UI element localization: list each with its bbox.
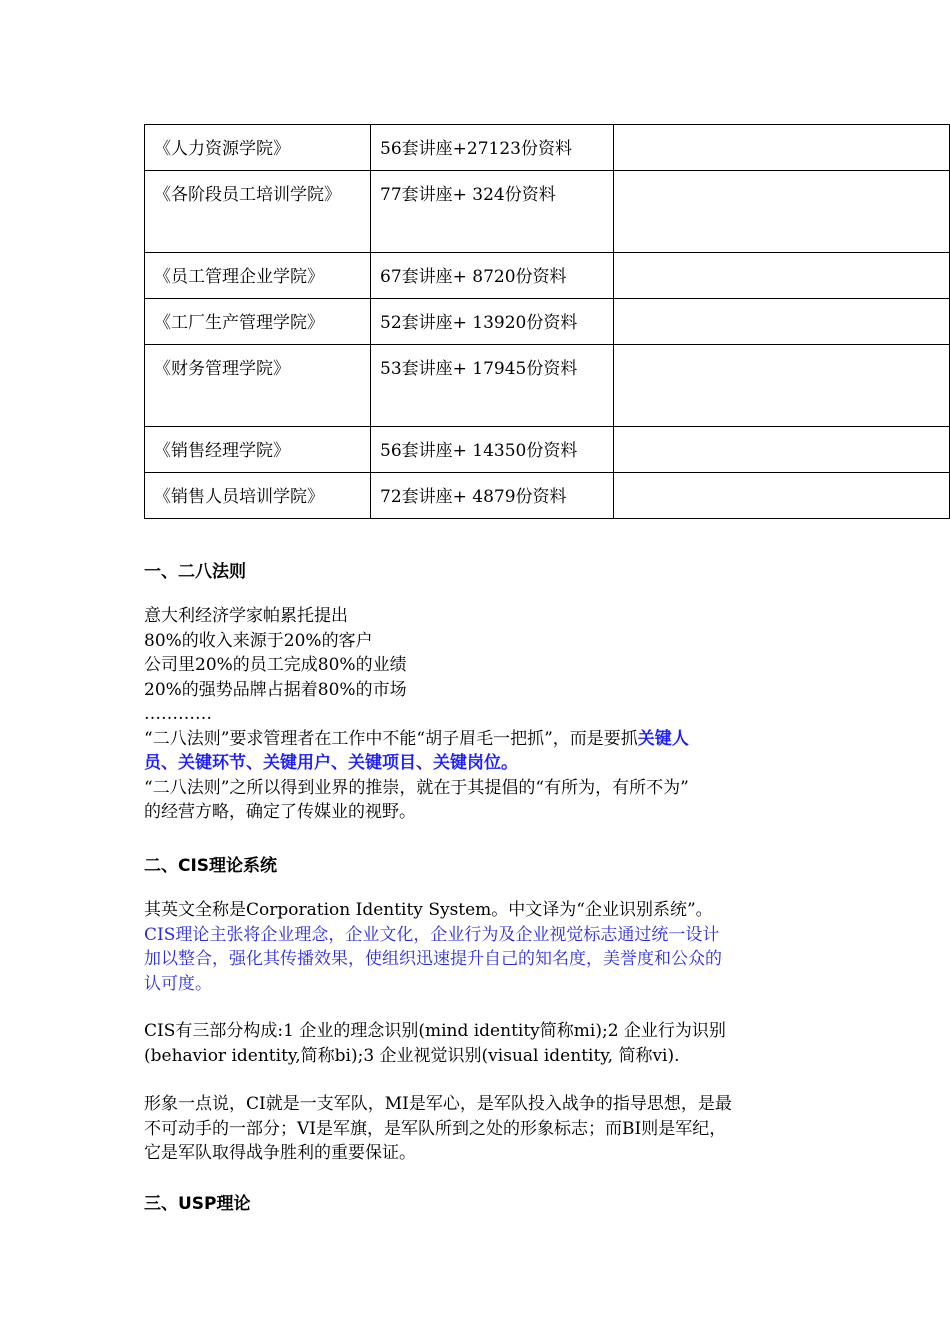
pareto-rule-highlight: 员、关键环节、关键用户、关键项目、关键岗位。 [144, 753, 518, 773]
pareto-reason-line: “二八法则”之所以得到业界的推崇，就在于其提倡的“有所为，有所不为” [144, 777, 689, 798]
course-name: 《销售人员培训学院》 [145, 473, 371, 519]
table-row [145, 345, 950, 427]
section-heading-pareto: 一、二八法则 [144, 562, 246, 582]
pareto-line: 80%的收入来源于20%的客户 [144, 630, 373, 651]
pareto-rule-highlight: 关键人 [637, 728, 689, 749]
course-note [614, 171, 950, 253]
course-count: 52套讲座+ 13920份资料 [371, 299, 614, 345]
cis-prefix: CIS理论主张 [144, 924, 244, 945]
course-note [614, 125, 950, 171]
cis-line: (behavior identity,简称bi);3 企业视觉识别(visual identity, 简称vi). [144, 1045, 680, 1066]
pareto-line: 公司里20%的员工完成80%的业绩 [144, 655, 407, 675]
course-count: 72套讲座+ 4879份资料 [371, 473, 614, 519]
pareto-reason-line: 的经营方略，确定了传媒业的视野。 [144, 802, 416, 822]
table-row [145, 171, 950, 253]
pareto-rule-text: “二八法则”要求管理者在工作中不能“胡子眉毛一把抓”，而是要抓 [144, 728, 638, 749]
course-note [614, 473, 950, 519]
section-heading-cis: 二、CIS理论系统 [144, 856, 278, 876]
table-row [145, 125, 950, 171]
pareto-line: 意大利经济学家帕累托提出 [144, 606, 348, 626]
course-count: 56套讲座+ 14350份资料 [371, 427, 614, 473]
table-row [145, 427, 950, 473]
pareto-paragraph [144, 604, 814, 825]
pareto-rule-line [144, 727, 814, 752]
cis-line: 认可度。 [144, 973, 212, 994]
course-note [614, 299, 950, 345]
cis-line: 加以整合，强化其传播效果，使组织迅速提升自己的知名度，美誉度和公众的 [144, 949, 722, 969]
cis-line [144, 923, 814, 948]
cis-line: 不可动手的一部分；VI是军旗，是军队所到之处的形象标志；而BI则是军纪， [144, 1118, 727, 1139]
course-note [614, 253, 950, 299]
course-name: 《各阶段员工培训学院》 [145, 171, 371, 253]
courses-table [144, 124, 950, 519]
course-count: 77套讲座+ 324份资料 [371, 171, 614, 253]
cis-paragraph-2 [144, 1019, 814, 1068]
course-name: 《销售经理学院》 [145, 427, 371, 473]
pareto-ellipsis: ………… [144, 704, 212, 724]
cis-line: 形象一点说，CI就是一支军队，MI是军心，是军队投入战争的指导思想，是最 [144, 1094, 732, 1114]
course-name: 《工厂生产管理学院》 [145, 299, 371, 345]
cis-line: 它是军队取得战争胜利的重要保证。 [144, 1143, 416, 1163]
course-name: 《人力资源学院》 [145, 125, 371, 171]
cis-line: CIS有三部分构成:1 企业的理念识别(mind identity简称mi);2 企业行为识别 [144, 1021, 726, 1041]
table-row [145, 299, 950, 345]
pareto-line: 20%的强势品牌占据着80%的市场 [144, 679, 407, 700]
course-name: 《财务管理学院》 [145, 345, 371, 427]
course-note [614, 345, 950, 427]
course-count: 53套讲座+ 17945份资料 [371, 345, 614, 427]
cis-paragraph-3 [144, 1092, 814, 1166]
course-name: 《员工管理企业学院》 [145, 253, 371, 299]
cis-paragraph-1 [144, 898, 814, 996]
course-count: 56套讲座+27123份资料 [371, 125, 614, 171]
table-row [145, 253, 950, 299]
section-heading-usp: 三、USP理论 [144, 1194, 251, 1214]
cis-line: 其英文全称是Corporation Identity System。中文译为“企业识别系统”。 [144, 900, 713, 920]
table-row [145, 473, 950, 519]
course-note [614, 427, 950, 473]
course-count: 67套讲座+ 8720份资料 [371, 253, 614, 299]
cis-highlight: 将企业理念，企业文化，企业行为及企业视觉标志通过统一设计 [243, 924, 720, 945]
